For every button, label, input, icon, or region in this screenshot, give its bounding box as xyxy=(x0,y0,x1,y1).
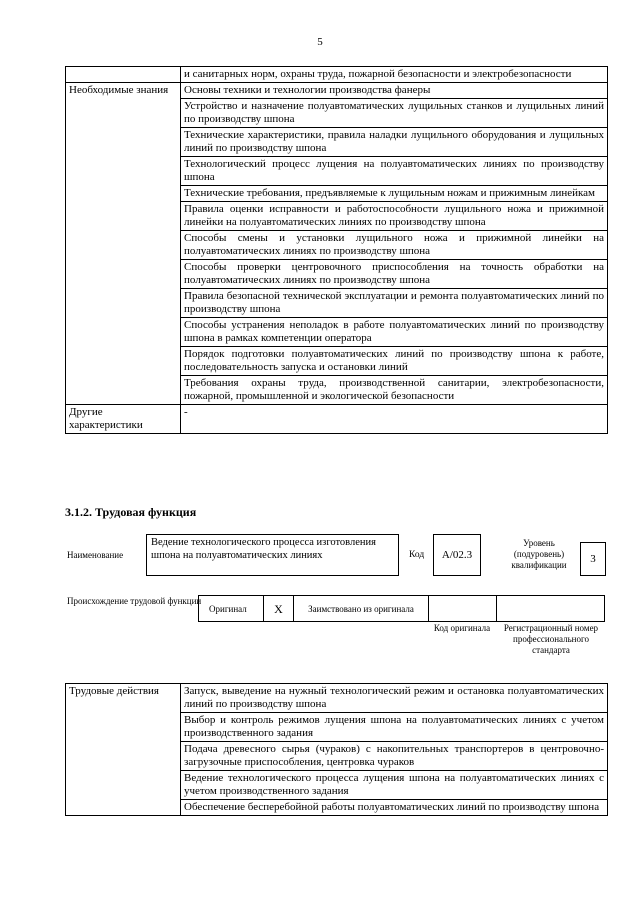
section-title: 3.1.2. Трудовая функция xyxy=(65,505,197,519)
borrowed-cell: Заимствовано из оригинала xyxy=(294,596,429,621)
origin-label: Происхождение трудовой функции xyxy=(67,596,202,606)
reg-number-cell xyxy=(497,596,604,621)
row-item: Технические характеристики, правила наладки лущильного оборудования и лущильных линий по производству шпона xyxy=(181,128,608,157)
row-item: Основы техники и технологии производства фанеры xyxy=(181,83,608,99)
row-item: Порядок подготовки полуавтоматических линий по производству шпона к работе, последовательность запуска и остановки линий xyxy=(181,347,608,376)
table-row xyxy=(66,684,608,713)
origin-box xyxy=(198,595,605,622)
function-name-box: Ведение технологического процесса изготовления шпона на полуавтоматических линиях xyxy=(146,534,399,576)
row-item: Технологический процесс лущения на полуавтоматических линиях по производству шпона xyxy=(181,157,608,186)
row-item: - xyxy=(181,405,608,434)
knowledge-table xyxy=(65,66,608,434)
reg-number-label: Регистрационный номер профессионального стандарта xyxy=(503,623,599,655)
row-item: Подача древесного сырья (чураков) с накопительных транспортеров в центровочно-загрузочные приспособления, центровка чураков xyxy=(181,742,608,771)
row-label: Другие характеристики xyxy=(66,405,181,434)
row-item: Правила безопасной технической эксплуатации и ремонта полуавтоматических линий по производству шпона xyxy=(181,289,608,318)
actions-table xyxy=(65,683,608,816)
original-mark: X xyxy=(264,596,294,621)
code-original-label: Код оригинала xyxy=(433,623,491,633)
code-label: Код xyxy=(409,550,425,560)
page-number: 5 xyxy=(317,36,323,48)
table-row xyxy=(66,67,608,83)
row-item: Правила оценки исправности и работоспособности лущильного ножа и прижимной линейки на полуавтоматических линиях по производству шпона xyxy=(181,202,608,231)
row-item: Технические требования, предъявляемые к лущильным ножам и прижимным линейкам xyxy=(181,186,608,202)
level-label: Уровень (подуровень) квалификации xyxy=(511,538,567,570)
row-label: Трудовые действия xyxy=(66,684,181,816)
row-item: и санитарных норм, охраны труда, пожарной безопасности и электробезопасности xyxy=(181,67,608,83)
row-item: Ведение технологического процесса лущения шпона на полуавтоматических линиях с учетом производственного задания xyxy=(181,771,608,800)
row-item: Способы проверки центровочного приспособления на точность обработки на полуавтоматических линиях по производству шпона xyxy=(181,260,608,289)
row-item: Требования охраны труда, производственной санитарии, электробезопасности, пожарной, промышленной и экологической безопасности xyxy=(181,376,608,405)
table-row xyxy=(66,83,608,99)
original-cell: Оригинал xyxy=(199,596,264,621)
table-row xyxy=(66,405,608,434)
row-label xyxy=(66,67,181,83)
row-label: Необходимые знания xyxy=(66,83,181,405)
code-original-cell xyxy=(429,596,497,621)
row-item: Способы смены и установки лущильного ножа и прижимной линейки на полуавтоматических линиях по производству шпона xyxy=(181,231,608,260)
row-item: Запуск, выведение на нужный технологический режим и остановка полуавтоматических линий по производству шпона xyxy=(181,684,608,713)
row-item: Способы устранения неполадок в работе полуавтоматических линий по производству шпона в рамках компетенции оператора xyxy=(181,318,608,347)
row-item: Выбор и контроль режимов лущения шпона на полуавтоматических линиях с учетом производственного задания xyxy=(181,713,608,742)
level-box: 3 xyxy=(580,542,606,576)
function-code-box: A/02.3 xyxy=(433,534,481,576)
row-item: Устройство и назначение полуавтоматических лущильных станков и лущильных линий по производству шпона xyxy=(181,99,608,128)
row-item: Обеспечение бесперебойной работы полуавтоматических линий по производству шпона xyxy=(181,800,608,816)
name-label: Наименование xyxy=(67,550,124,560)
